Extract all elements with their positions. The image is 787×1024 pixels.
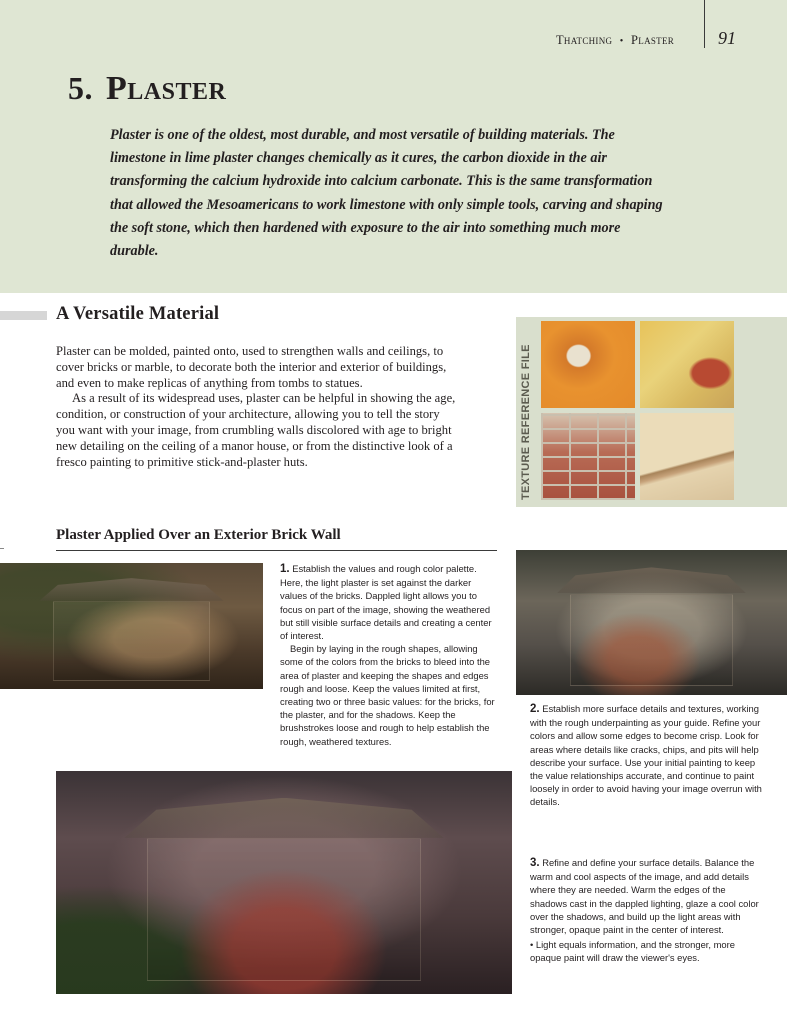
tomb-pediment [124,798,443,838]
step3-painting [56,771,512,994]
running-head-chapter: Thatching [556,33,613,47]
texture-photo-plaster-red-brick [541,413,635,500]
chapter-number: 5. [68,70,93,106]
step3-text: Refine and define your surface details. Balance the warm and cool aspects of the image, and add details where they are needed. Warm the edges of the shadows cast in the dappled lighting, glaze a cool color over the shadows, and build up the light areas with stronger, opaque paint in the center of interest. [530,857,759,936]
header-divider [704,0,705,48]
step1-paragraph-2: Begin by laying in the rough shapes, allowing some of the colors from the bricks to bleed into the area of plaster and keeping the shapes and edges rough and loose. Keep the values limited at first, creating two or three basic values: for the bricks, for the plaster, and for the shadows. Keep the brushstrokes loose and rough to help establish the rough, weathered textures. [280,643,495,747]
step2-text: Establish more surface details and textures, working with the rough underpainting as your guide. Refine your colors and allow some edges to become crisp. Look for areas where details like cracks, chips, and pits will help describe your surface. Use your initial painting to keep the value relationships accurate, and continue to paint loosely in order to avoid having your image overrun with details. [530,703,762,808]
tomb-pediment [557,567,747,593]
subsection-rule [56,550,497,551]
subsection-title-brick: Plaster Applied Over an Exterior Brick Wall [56,527,341,543]
step1-paragraph [280,562,498,642]
page-number: 91 [718,28,736,48]
body-paragraph: As a result of its widespread uses, plaster can be helpful in showing the age, condition, or construction of your architecture, allowing you to tell the story you want with your image, from crumbling walls discolored with age to bright new detailing on the ceiling of a manor house, or from the distinctive look of a fresco painting to primitive stick-and-plaster huts. [56,391,456,469]
step3-number: 3. [530,857,540,869]
body-paragraph: Plaster can be molded, painted onto, used to strengthen walls and ceilings, to cover bricks or marble, to decorate both the interior and exterior of buildings, and even to make replicas of anything from tombs to statues. [56,344,447,390]
step2-caption [530,702,762,809]
running-head-section: Plaster [631,33,675,47]
step1-text: Establish the values and rough color palette. Here, the light plaster is set against the darker values of the bricks. Dappled light allows you to focus on part of the image, showing the weathered but still visible surface details and creating a center of interest. [280,563,492,642]
chapter-title-text: Plaster [106,70,227,107]
running-head [556,33,674,48]
section-title-versatile: A Versatile Material [56,304,220,324]
section-body-versatile [56,344,456,470]
step1-painting [0,563,263,689]
running-head-bullet: • [619,36,624,47]
section-marker-bar [0,311,47,320]
step1-caption [280,562,498,748]
texture-photo-orange-plaster [541,321,635,408]
texture-photo-peeling-plaster [640,413,734,500]
step2-painting [516,550,787,695]
tomb-block [147,838,421,981]
margin-tick [0,548,4,549]
tomb-pediment [39,578,223,601]
chapter-title [68,70,226,108]
step2-paragraph [530,702,762,809]
texture-photo-yellow-plaster-brick [640,321,734,408]
step2-number: 2. [530,703,540,715]
step1-number: 1. [280,563,290,575]
step3-tip: • Light equals information, and the stronger, more opaque paint will draw the viewer's eyes. [530,939,735,964]
tomb-block [53,601,211,682]
step3-caption [530,856,765,965]
texture-reference-label: TEXTURE REFERENCE FILE [520,344,532,500]
chapter-intro: Plaster is one of the oldest, most durable, and most versatile of building materials. The limestone in lime plaster changes chemically as it cures, the carbon dioxide in the air transforming the calcium hydroxide into calcium carbonate. This is the same transformation that allowed the Mesoamericans to work limestone with only simple tools, carving and shaping the soft stone, which then hardened with exposure to the air into something much more durable. [110,127,663,260]
tomb-block [570,594,733,687]
step3-paragraph [530,856,765,936]
